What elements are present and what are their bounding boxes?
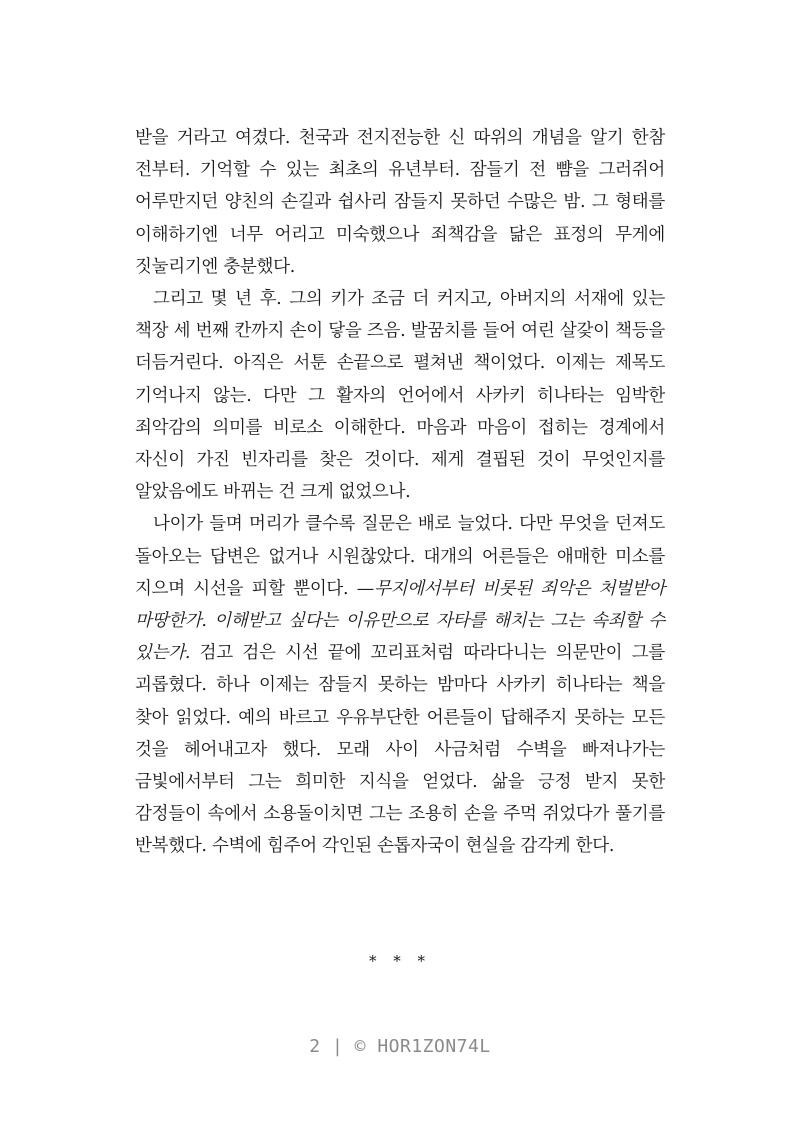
paragraph-3-text-a: 나이가 들며 머리가 클수록 질문은 배로 늘었다. 다만 무엇을 던져도 돌아오는 답변은 없거나 시원찮았다. 대개의 어른들은 애매한 미소를 지으며 시선을 피할 뿐이다.	[135, 514, 665, 599]
section-separator: * * *	[368, 952, 432, 970]
paragraph-1	[135, 122, 665, 283]
paragraph-3-italic-quote: —무지에서부터 비롯된 죄악은 처벌받아 마땅한가. 이해받고 싶다는 이유만으로 자타를 해치는 그는 속죄할 수 있는가.	[135, 578, 665, 664]
paragraph-3	[135, 508, 665, 862]
paragraph-3-text-b: 검고 검은 시선 끝에 꼬리표처럼 따라다니는 의문만이 그를 괴롭혔다. 하나 이제는 잠들지 못하는 밤마다 사카키 히나타는 책을 찾아 읽었다. 예의 바르고 우유부단한 어른들이 답해주지 못하는 모든 것을 헤어내고자 했다. 모래 사이 사금처럼 수벽을 빠져나가는 금빛에서부터 그는 희미한 지식을 얻었다. 삶을 긍정 받지 못한 감정들이 속에서 소용돌이치면 그는 조용히 손을 주먹 쥐었다가 풀기를 반복했다. 수벽에 힘주어 각인된 손톱자국이 현실을 감각케 한다.	[135, 643, 665, 857]
paragraph-1-text: 받을 거라고 여겼다. 천국과 전지전능한 신 따위의 개념을 알기 한참 전부터. 기억할 수 있는 최초의 유년부터. 잠들기 전 뺨을 그러쥐어 어루만지던 양친의 손길과 쉽사리 잠들지 못하던 수많은 밤. 그 형태를 이해하기엔 너무 어리고 미숙했으나 죄책감을 닮은 표정의 무게에 짓눌리기엔 충분했다.	[135, 128, 665, 277]
paragraph-2-text: 그리고 몇 년 후. 그의 키가 조금 더 커지고, 아버지의 서재에 있는 책장 세 번째 칸까지 손이 닿을 즈음. 발꿈치를 들어 여린 살갗이 책등을 더듬거린다. 아직은 서툰 손끝으로 펼쳐낸 책이었다. 이제는 제목도 기억나지 않는. 다만 그 활자의 언어에서 사카키 히나타는 임박한 죄악감의 의미를 비로소 이해한다. 마음과 마음이 접히는 경계에서 자신이 가진 빈자리를 찾은 것이다. 제게 결핍된 것이 무엇인지를 알았음에도 바뀌는 건 크게 없었으나.	[135, 289, 665, 503]
paragraph-2	[135, 283, 665, 508]
document-body	[135, 122, 665, 863]
page-footer: 2 | © HOR1ZON74L	[309, 1036, 491, 1057]
